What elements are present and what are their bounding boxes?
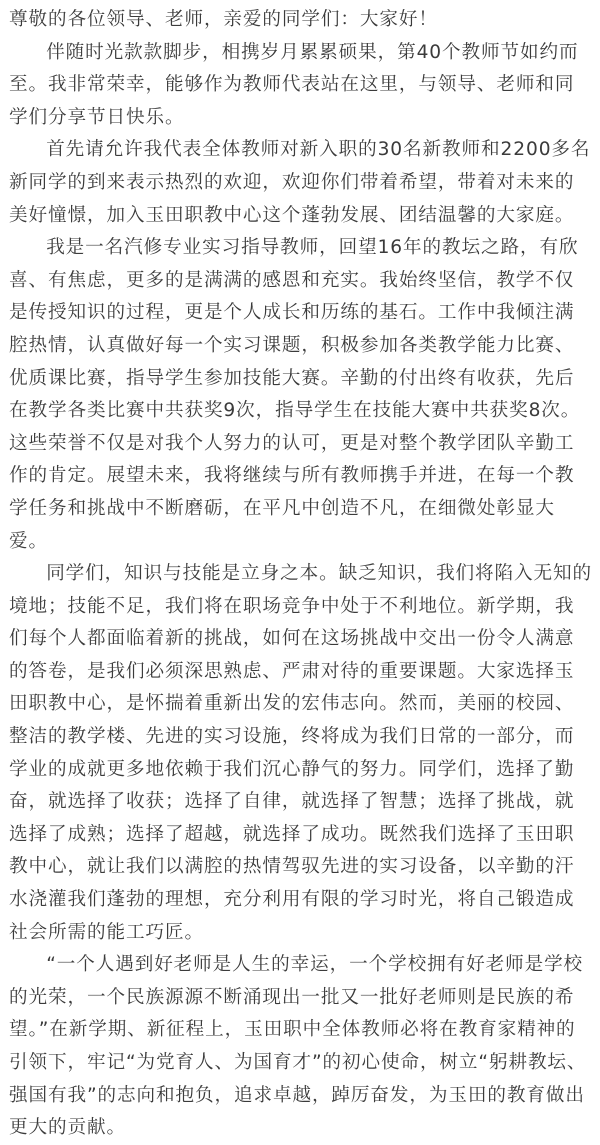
salutation-line: 尊敬的各位领导、老师，亲爱的同学们：大家好！ [9, 9, 438, 30]
paragraph-closing: “一个人遇到好老师是人生的幸运，一个学校拥有好老师是学校的光荣，一个民族源源不断涌现出一批又一批好老师则是民族的希望。”在新学期、新征程上，玉田职中全体教师必将在教育家精神的引领下，牢记“为党育人、为国育才”的初心使命，树立“躬耕教坛、强国有我”的志向和抱负，追求卓越，踔厉奋发，为玉田的教育做出更大的贡献。 [9, 954, 587, 1139]
paragraph-opening: 伴随时光款款脚步，相携岁月累累硕果，第40个教师节如约而至。我非常荣幸，能够作为教师代表站在这里，与领导、老师和同学们分享节日快乐。 [9, 41, 579, 128]
paragraph-students-message: 同学们，知识与技能是立身之本。缺乏知识，我们将陷入无知的境地；技能不足，我们将在职场竞争中处于不利地位。新学期，我们每个人都面临着新的挑战，如何在这场挑战中交出一份令人满意的答卷，是我们必须深思熟虑、严肃对待的重要课题。大家选择玉田职教中心，是怀揣着重新出发的宏伟志向。然而，美丽的校园、整洁的教学楼、先进的实习设施，终将成为我们日常的一部分，而学业的成就更多地依赖于我们沉心静气的努力。同学们，选择了勤奋，就选择了收获；选择了自律，就选择了智慧；选择了挑战，就选择了成熟；选择了超越，就选择了成功。既然我们选择了玉田职教中心，就让我们以满腔的热情驾驭先进的实习设备，以辛勤的汗水浇灌我们蓬勃的理想，充分利用有限的学习时光，将自己锻造成社会所需的能工巧匠。 [9, 563, 593, 943]
paragraph-welcome: 首先请允许我代表全体教师对新入职的30名新教师和2200多名新同学的到来表示热烈的欢迎，欢迎你们带着希望，带着对未来的美好憧憬，加入玉田职教中心这个蓬勃发展、团结温馨的大家庭。 [9, 139, 591, 226]
paragraph-teacher-experience: 我是一名汽修专业实习指导教师，回望16年的教坛之路，有欣喜、有焦虑，更多的是满满的感恩和充实。我始终坚信，教学不仅是传授知识的过程，更是个人成长和历练的基石。工作中我倾注满腔热情，认真做好每一个实习课题，积极参加各类教学能力比赛、优质课比赛，指导学生参加技能大赛。辛勤的付出终有收获，先后在教学各类比赛中共获奖9次，指导学生在技能大赛中共获奖8次。这些荣誉不仅是对我个人努力的认可，更是对整个教学团队辛勤工作的肯定。展望未来，我将继续与所有教师携手并进，在每一个教学任务和挑战中不断磨砺，在平凡中创造不凡，在细微处彰显大爱。 [9, 237, 581, 552]
